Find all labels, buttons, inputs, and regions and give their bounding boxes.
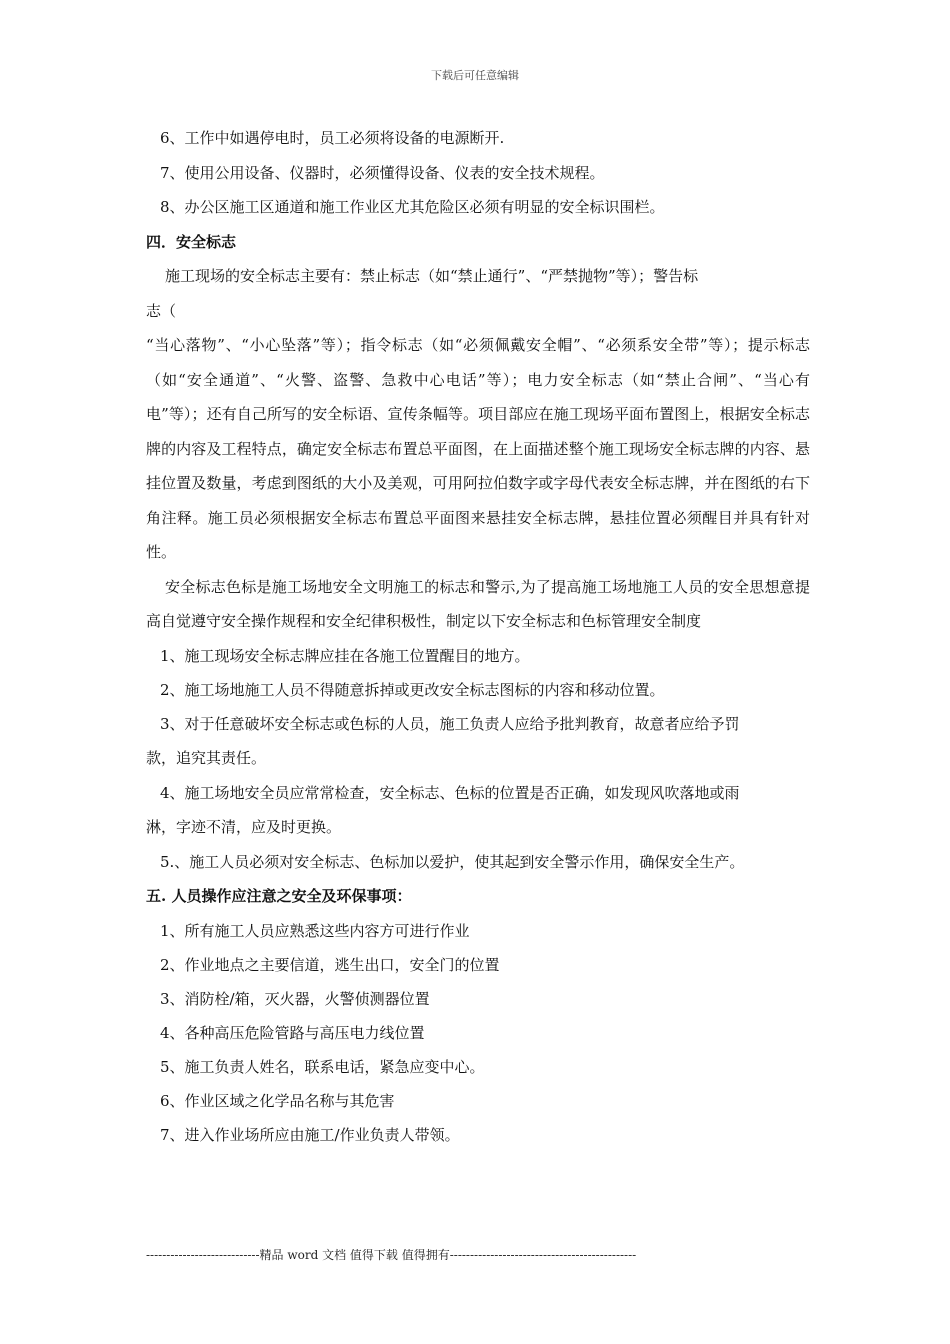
list-item: 5.、施工人员必须对安全标志、色标加以爱护，使其起到安全警示作用，确保安全生产。	[160, 852, 745, 871]
list-item: 7、进入作业场所应由施工/作业负责人带领。	[160, 1125, 460, 1144]
document-body	[146, 121, 810, 1152]
section-heading-5: 五. 人员操作应注意之安全及环保事项：	[146, 887, 412, 905]
list-item-continuation: 淋，字迹不清，应及时更换。	[146, 818, 342, 836]
list-item: 2、作业地点之主要信道，逃生出口，安全门的位置	[160, 955, 500, 974]
paragraph-line: 施工现场的安全标志主要有：禁止标志（如“禁止通行”、“严禁抛物”等）；警告标	[165, 267, 699, 285]
paragraph: 安全标志色标是施工场地安全文明施工的标志和警示,为了提高施工场地施工人员的安全思想意提高自觉遵守安全操作规程和安全纪律积极性，制定以下安全标志和色标管理安全制度	[146, 577, 810, 630]
list-item: 4、施工场地安全员应常常检查，安全标志、色标的位置是否正确，如发现风吹落地或雨	[160, 783, 740, 802]
list-item: 7、使用公用设备、仪器时，必须懂得设备、仪表的安全技术规程。	[160, 163, 605, 182]
list-item: 1、所有施工人员应熟悉这些内容方可进行作业	[160, 921, 470, 940]
list-item: 2、施工场地施工人员不得随意拆掉或更改安全标志图标的内容和移动位置。	[160, 680, 665, 699]
list-item: 6、作业区域之化学品名称与其危害	[160, 1091, 395, 1110]
page-footer: ----------------------------精品 word 文档 值得下载 值得拥有----------------------------------------------	[146, 1248, 637, 1262]
list-item: 3、对于任意破坏安全标志或色标的人员，施工负责人应给予批判教育，故意者应给予罚	[160, 714, 740, 733]
list-item: 1、施工现场安全标志牌应挂在各施工位置醒目的地方。	[160, 646, 530, 665]
list-item-continuation: 款，追究其责任。	[146, 749, 267, 767]
paragraph: “当心落物”、“小心坠落”等）；指令标志（如“必须佩戴安全帽”、“必须系安全带”等）；提示标志（如“安全通道”、“火警、盗警、急救中心电话”等）；电力安全标志（如“禁止合闸”、“当心有电”等）；还有自己所写的安全标语、宣传条幅等。项目部应在施工现场平面布置图上，根据安全标志牌的内容及工程特点，确定安全标志布置总平面图，在上面描述整个施工现场安全标志牌的内容、悬挂位置及数量，考虑到图纸的大小及美观，可用阿拉伯数字或字母代表安全标志牌，并在图纸的右下角注释。施工员必须根据安全标志布置总平面图来悬挂安全标志牌，悬挂位置必须醒目并具有针对性。	[146, 336, 810, 561]
list-item: 5、施工负责人姓名，联系电话，紧急应变中心。	[160, 1057, 485, 1076]
section-heading-4: 四．安全标志	[146, 232, 237, 251]
list-item: 8、办公区施工区通道和施工作业区尤其危险区必须有明显的安全标识围栏。	[160, 198, 665, 216]
list-item: 6、工作中如遇停电时，员工必须将设备的电源断开.	[160, 129, 505, 147]
list-item: 4、各种高压危险管路与高压电力线位置	[160, 1023, 425, 1042]
paragraph-line: 志（	[146, 301, 177, 320]
page-header: 下载后可任意编辑	[431, 69, 519, 82]
list-item: 3、消防栓/箱，灭火器，火警侦测器位置	[160, 989, 430, 1008]
